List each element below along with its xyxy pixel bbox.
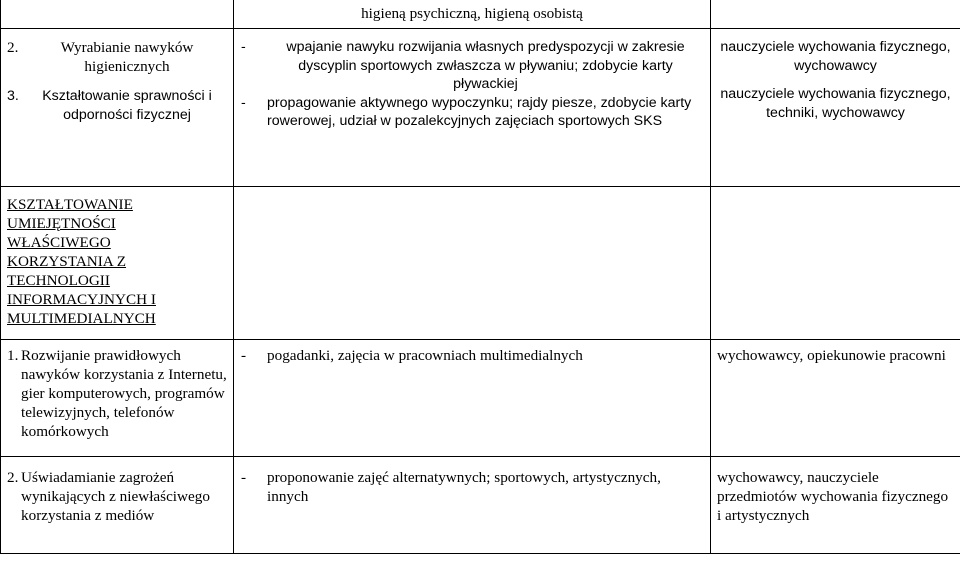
section-heading-line: WŁAŚCIWEGO (7, 234, 111, 251)
item-text: Wyrabianie nawyków higienicznych (60, 39, 194, 75)
cell-text: wychowawcy, opiekunowie pracowni (717, 347, 946, 364)
section-heading-line: UMIEJĘTNOŚCI (7, 215, 116, 232)
table-row (1, 29, 960, 187)
item-text: wpajanie nawyku rozwijania własnych predyspozycji w zakresie dyscyplin sportowych zwłaszcza w pływaniu; zdobycie karty pływackiej (286, 39, 685, 92)
section-heading-line: KORZYSTANIA Z (7, 253, 127, 270)
list-item (7, 346, 227, 441)
cell-text: higieną psychiczną, higieną osobistą (361, 5, 583, 22)
item-dash: - (241, 347, 247, 364)
table-cell (1, 187, 234, 340)
table-row (1, 0, 960, 29)
cell-text: nauczyciele wychowania fizycznego, techniki, wychowawcy (720, 86, 951, 121)
item-text: Rozwijanie prawidłowych nawyków korzystania z Internetu, gier komputerowych, programów telewizyjnych, telefonów komórkowych (21, 347, 227, 440)
table-cell (234, 340, 711, 457)
list-item (240, 94, 704, 131)
item-text: proponowanie zajęć alternatywnych; sportowych, artystycznych, innych (267, 469, 661, 505)
item-text: Uświadamianie zagrożeń wynikających z niewłaściwego korzystania z mediów (21, 469, 210, 524)
table-cell (234, 29, 711, 187)
list-item (7, 468, 227, 525)
item-text: pogadanki, zajęcia w pracowniach multimedialnych (267, 347, 583, 364)
section-heading-line: MULTIMEDIALNYCH (7, 310, 156, 327)
table-cell (234, 0, 711, 29)
list-item (240, 38, 704, 94)
table-cell (711, 0, 960, 29)
item-number: 2. (7, 39, 19, 56)
table-cell (711, 340, 960, 457)
item-text: Kształtowanie sprawności i odporności fizycznej (42, 88, 212, 123)
item-dash: - (241, 469, 247, 486)
item-dash: - (241, 39, 246, 55)
list-item (7, 38, 227, 76)
table-cell (1, 29, 234, 187)
table-cell (234, 457, 711, 554)
cell-text: nauczyciele wychowania fizycznego, wychowawcy (720, 39, 951, 74)
table-cell (711, 457, 960, 554)
table-cell (711, 187, 960, 340)
list-item (240, 468, 704, 506)
cell-text: wychowawcy, nauczyciele przedmiotów wychowania fizycznego i artystycznych (717, 469, 949, 524)
table-cell (1, 340, 234, 457)
section-heading-line: KSZTAŁTOWANIE (7, 196, 133, 213)
item-number: 2. (7, 469, 19, 486)
list-item (7, 87, 227, 124)
table-cell (1, 0, 234, 29)
item-text: propagowanie aktywnego wypoczynku; rajdy piesze, zdobycie karty rowerowej, udział w pozalekcyjnych zajęciach sportowych SKS (267, 94, 692, 129)
table-cell (711, 29, 960, 187)
table-row (1, 340, 960, 457)
table-row (1, 187, 960, 340)
item-number: 3. (7, 88, 19, 104)
section-heading-line: INFORMACYJNYCH I (7, 291, 156, 308)
item-number: 1. (7, 347, 19, 364)
list-item (240, 346, 704, 365)
table-row (1, 457, 960, 554)
section-heading-line: TECHNOLOGII (7, 272, 110, 289)
item-dash: - (241, 94, 246, 111)
table-cell (234, 187, 711, 340)
table-cell (1, 457, 234, 554)
